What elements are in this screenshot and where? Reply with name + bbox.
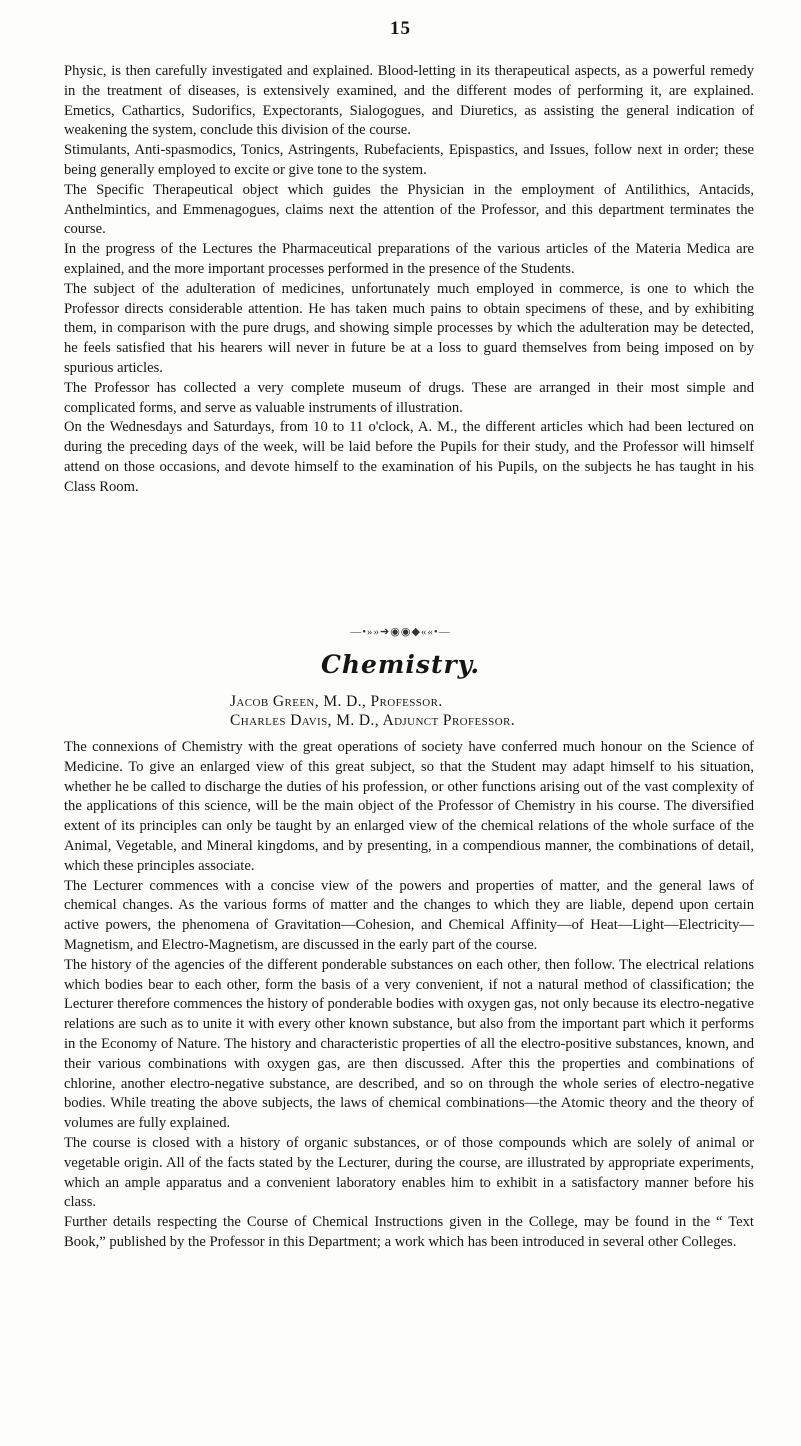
paragraph: The Specific Therapeutical object which guides the Physician in the employment of Antilithics, Antacids, Anthelmintics, and Emmenagogues, claims next the attention of the Professor, and this department terminates the course. (64, 181, 754, 238)
paragraph: Stimulants, Anti-spasmodics, Tonics, Astringents, Rubefacients, Epispastics, and Issues, follow next in order; these being generally employed to excite or give tone to the system. (64, 142, 754, 178)
section-divider-ornament: —•»»➔◉◉◆««•— (350, 626, 451, 638)
chemistry-section (64, 738, 754, 1253)
paragraph: The Lecturer commences with a concise view of the powers and properties of matter, and the general laws of chemical changes. As the various forms of matter and the changes to which they are liable, depend upon certain active powers, the phenomena of Gravitation—Cohesion, and Chemical Affinity—of Heat—Light—Electricity—Magnetism, and Electro-Magnetism, are discussed in the early part of the course. (64, 877, 754, 953)
paragraph: Further details respecting the Course of Chemical Instructions given in the College, may be found in the “ Text Book,” published by the Professor in this Department; a work which has been introduced in several other Colleges. (64, 1214, 754, 1250)
faculty-list (230, 692, 730, 730)
paragraph: The subject of the adulteration of medicines, unfortunately much employed in commerce, is one to which the Professor directs considerable attention. He has taken much pains to obtain specimens of these, and by exhibiting them, in comparison with the pure drugs, and showing simple processes by which the adulteration may be detected, he feels satisfied that his hearers will never in future be at a loss to guard themselves from being imposed on by spurious articles. (64, 280, 754, 376)
materia-medica-section (64, 62, 754, 498)
professor-name: Jacob Green, M. D., Professor. (230, 693, 443, 710)
paragraph: In the progress of the Lectures the Pharmaceutical preparations of the various articles of the Materia Medica are explained, and the more important processes performed in the presence of the Students. (64, 241, 754, 277)
paragraph: The course is closed with a history of organic substances, or of those compounds which are solely of animal or vegetable origin. All of the facts stated by the Lecturer, during the course, are illustrated by appropriate experiments, which an ample apparatus and a convenient laboratory enables him to exhibit in a satisfactory manner before his class. (64, 1134, 754, 1211)
paragraph: On the Wednesdays and Saturdays, from 10 to 11 o'clock, A. M., the different articles which had been lectured on during the preceding days of the week, will be laid before the Pupils for their study, and the Professor will himself attend on those occasions, and devote himself to the examination of his Pupils, on the subjects he has taught in his Class Room. (64, 419, 754, 495)
section-heading-chemistry: Chemistry. (320, 650, 481, 679)
paragraph: Physic, is then carefully investigated and explained. Blood-letting in its therapeutical aspects, as a powerful remedy in the treatment of diseases, is extensively examined, and the different modes of performing it, are explained. Emetics, Cathartics, Sudorifics, Expectorants, Sialogogues, and Diuretics, as assisting the general indication of weakening the system, conclude this division of the course. (64, 63, 754, 139)
paragraph: The connexions of Chemistry with the great operations of society have conferred much honour on the Science of Medicine. To give an enlarged view of this great subject, so that the Student may adapt himself to his situation, whether he be called to discharge the duties of his profession, or other functions arising out of the vast complexity of the applications of this science, will be the main object of the Professor of Chemistry in his course. The diversified extent of its principles can only be taught by an enlarged view of the chemical relations of the whole surface of the Animal, Vegetable, and Mineral kingdoms, and by presenting, in a compendious manner, the combinations of detail, which these principles associate. (64, 739, 754, 874)
page-number: 15 (390, 18, 411, 39)
paragraph: The history of the agencies of the different ponderable substances on each other, then follow. The electrical relations which bodies bear to each other, form the basis of a very convenient, if not a natural method of classification; the Lecturer therefore commences the history of ponderable bodies with oxygen gas, not only because its electro-negative relations are such as to unite it with every other known substance, but also from the important part which it performs in the Economy of Nature. The history and characteristic properties of all the electro-positive substances, known, and their various combinations with oxygen gas, are then discussed. After this the properties and combinations of chlorine, another electro-negative substance, are described, and so on through the whole series of electro-negative bodies. While treating the above subjects, the laws of chemical combinations—the Atomic theory and the theory of volumes are fully explained. (64, 956, 754, 1132)
paragraph: The Professor has collected a very complete museum of drugs. These are arranged in their most simple and complicated forms, and serve as valuable instruments of illustration. (64, 379, 754, 416)
adjunct-professor-name: Charles Davis, M. D., Adjunct Professor. (230, 712, 516, 729)
